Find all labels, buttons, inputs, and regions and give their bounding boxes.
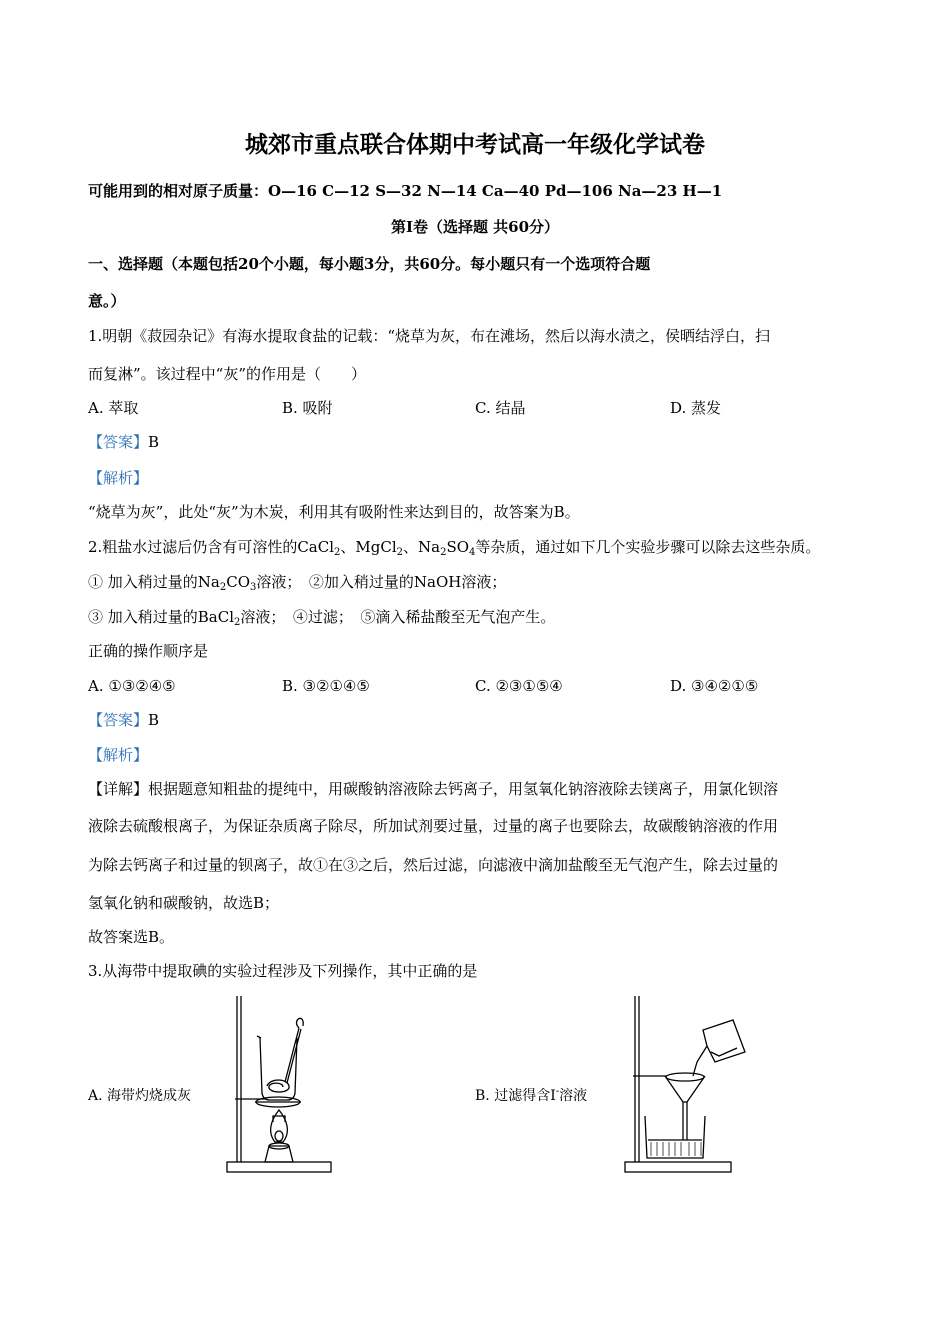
stand-base <box>227 1162 331 1172</box>
q1-answer <box>88 432 159 452</box>
q1-answer-value: B <box>148 433 160 451</box>
q2-stem-part: SO <box>446 538 470 556</box>
q2-stem <box>88 537 820 557</box>
beaker <box>260 1038 297 1100</box>
q2-step-part: 溶液； ④过滤； ⑤滴入稀盐酸至无气泡产生。 <box>240 608 556 626</box>
subscript: 3 <box>250 582 257 593</box>
q2-step-part: ① 加入稍过量的Na <box>88 573 220 591</box>
q3-option-a-label: A. 海带灼烧成灰 <box>88 1088 192 1104</box>
q1-analysis-tag: 【解析】 <box>88 469 149 487</box>
q3-option-b-text: 溶液 <box>559 1088 588 1104</box>
q1-option-b: B. 吸附 <box>282 399 333 417</box>
q3-option-b-text: B. 过滤得含I <box>475 1088 556 1104</box>
q2-answer-value: B <box>148 711 160 729</box>
q1-stem-line2: 而复淋”。该过程中“灰”的作用是（ ） <box>88 365 367 383</box>
section-header: 第Ⅰ卷（选择题 共60分） <box>390 218 560 236</box>
subscript: 4 <box>469 547 476 558</box>
subscript: 2 <box>440 547 447 558</box>
superscript: - <box>555 1086 560 1097</box>
q3-option-b-label <box>475 1085 587 1105</box>
pouring-beaker <box>703 1020 745 1062</box>
filtration-apparatus-figure <box>615 990 755 1180</box>
q2-conclusion: 故答案选B。 <box>88 928 175 946</box>
q2-stem-part: 2.粗盐水过滤后仍含有可溶性的CaCl <box>88 538 335 556</box>
q2-detail-line3: 为除去钙离子和过量的钡离子，故①在③之后，然后过滤，向滤液中滴加盐酸至无气泡产生，除去过量的 <box>88 856 779 874</box>
q2-option-c: C. ②③①⑤④ <box>475 677 563 695</box>
detail-tag: 【详解】 <box>88 780 149 798</box>
part-one-heading-line1: 一、选择题（本题包括20个小题，每小题3分，共60分。每小题只有一个选项符合题 <box>88 255 651 273</box>
q2-analysis-tag: 【解析】 <box>88 746 149 764</box>
q1-analysis: “烧草为灰”，此处“灰”为木炭，利用其有吸附性来达到目的，故答案为B。 <box>88 503 580 521</box>
part-one-heading-line2: 意。） <box>88 292 126 310</box>
q2-detail-text: 根据题意知粗盐的提纯中，用碳酸钠溶液除去钙离子，用氢氧化钠溶液除去镁离子，用氯化钡溶 <box>148 780 779 798</box>
subscript: 2 <box>396 547 404 558</box>
q1-option-d: D. 蒸发 <box>670 399 722 417</box>
q2-option-d: D. ③④②①⑤ <box>670 677 759 695</box>
q2-detail-line4: 氢氧化钠和碳酸钠，故选B； <box>88 894 280 912</box>
subscript: 2 <box>334 547 341 558</box>
q2-step-line2 <box>88 607 555 627</box>
answer-tag: 【答案】 <box>88 711 149 729</box>
q2-step-part: 溶液； ②加入稍过量的NaOH溶液； <box>256 573 507 591</box>
q2-option-b: B. ③②①④⑤ <box>282 677 370 695</box>
q2-option-a: A. ①③②④⑤ <box>88 677 176 695</box>
q2-step-part: ③ 加入稍过量的BaCl <box>88 608 235 626</box>
q2-stem-part: 、Na <box>403 538 441 556</box>
q2-stem-part: 等杂质，通过如下几个实验步骤可以除去这些杂质。 <box>475 538 821 556</box>
q2-answer <box>88 710 159 730</box>
q1-option-a: A. 萃取 <box>88 399 139 417</box>
atomic-masses: 可能用到的相对原子质量：O—16 C—12 S—32 N—14 Ca—40 Pd—106 Na—23 H—1 <box>88 182 723 200</box>
q2-stem-part: 、MgCl <box>340 538 397 556</box>
q2-step-line1 <box>88 572 506 592</box>
q1-option-c: C. 结晶 <box>475 399 526 417</box>
exam-title: 城郊市重点联合体期中考试高一年级化学试卷 <box>245 131 705 158</box>
q3-stem: 3.从海带中提取碘的实验过程涉及下列操作，其中正确的是 <box>88 962 478 980</box>
answer-tag: 【答案】 <box>88 433 149 451</box>
q1-stem-line1: 1.明朝《菽园杂记》有海水提取食盐的记载：“烧草为灰，布在滩场，然后以海水渍之，侯晒结浮白，扫 <box>88 327 770 345</box>
q2-detail-line1 <box>88 779 778 799</box>
q2-prompt: 正确的操作顺序是 <box>88 642 209 660</box>
q2-step-part: CO <box>226 573 250 591</box>
subscript: 2 <box>219 582 227 593</box>
q2-detail-line2: 液除去硫酸根离子，为保证杂质离子除尽，所加试剂要过量，过量的离子也要除去，故碳酸钠溶液的作用 <box>88 817 779 835</box>
stand-base <box>625 1162 731 1172</box>
burning-apparatus-figure <box>215 990 345 1180</box>
subscript: 2 <box>234 617 241 628</box>
